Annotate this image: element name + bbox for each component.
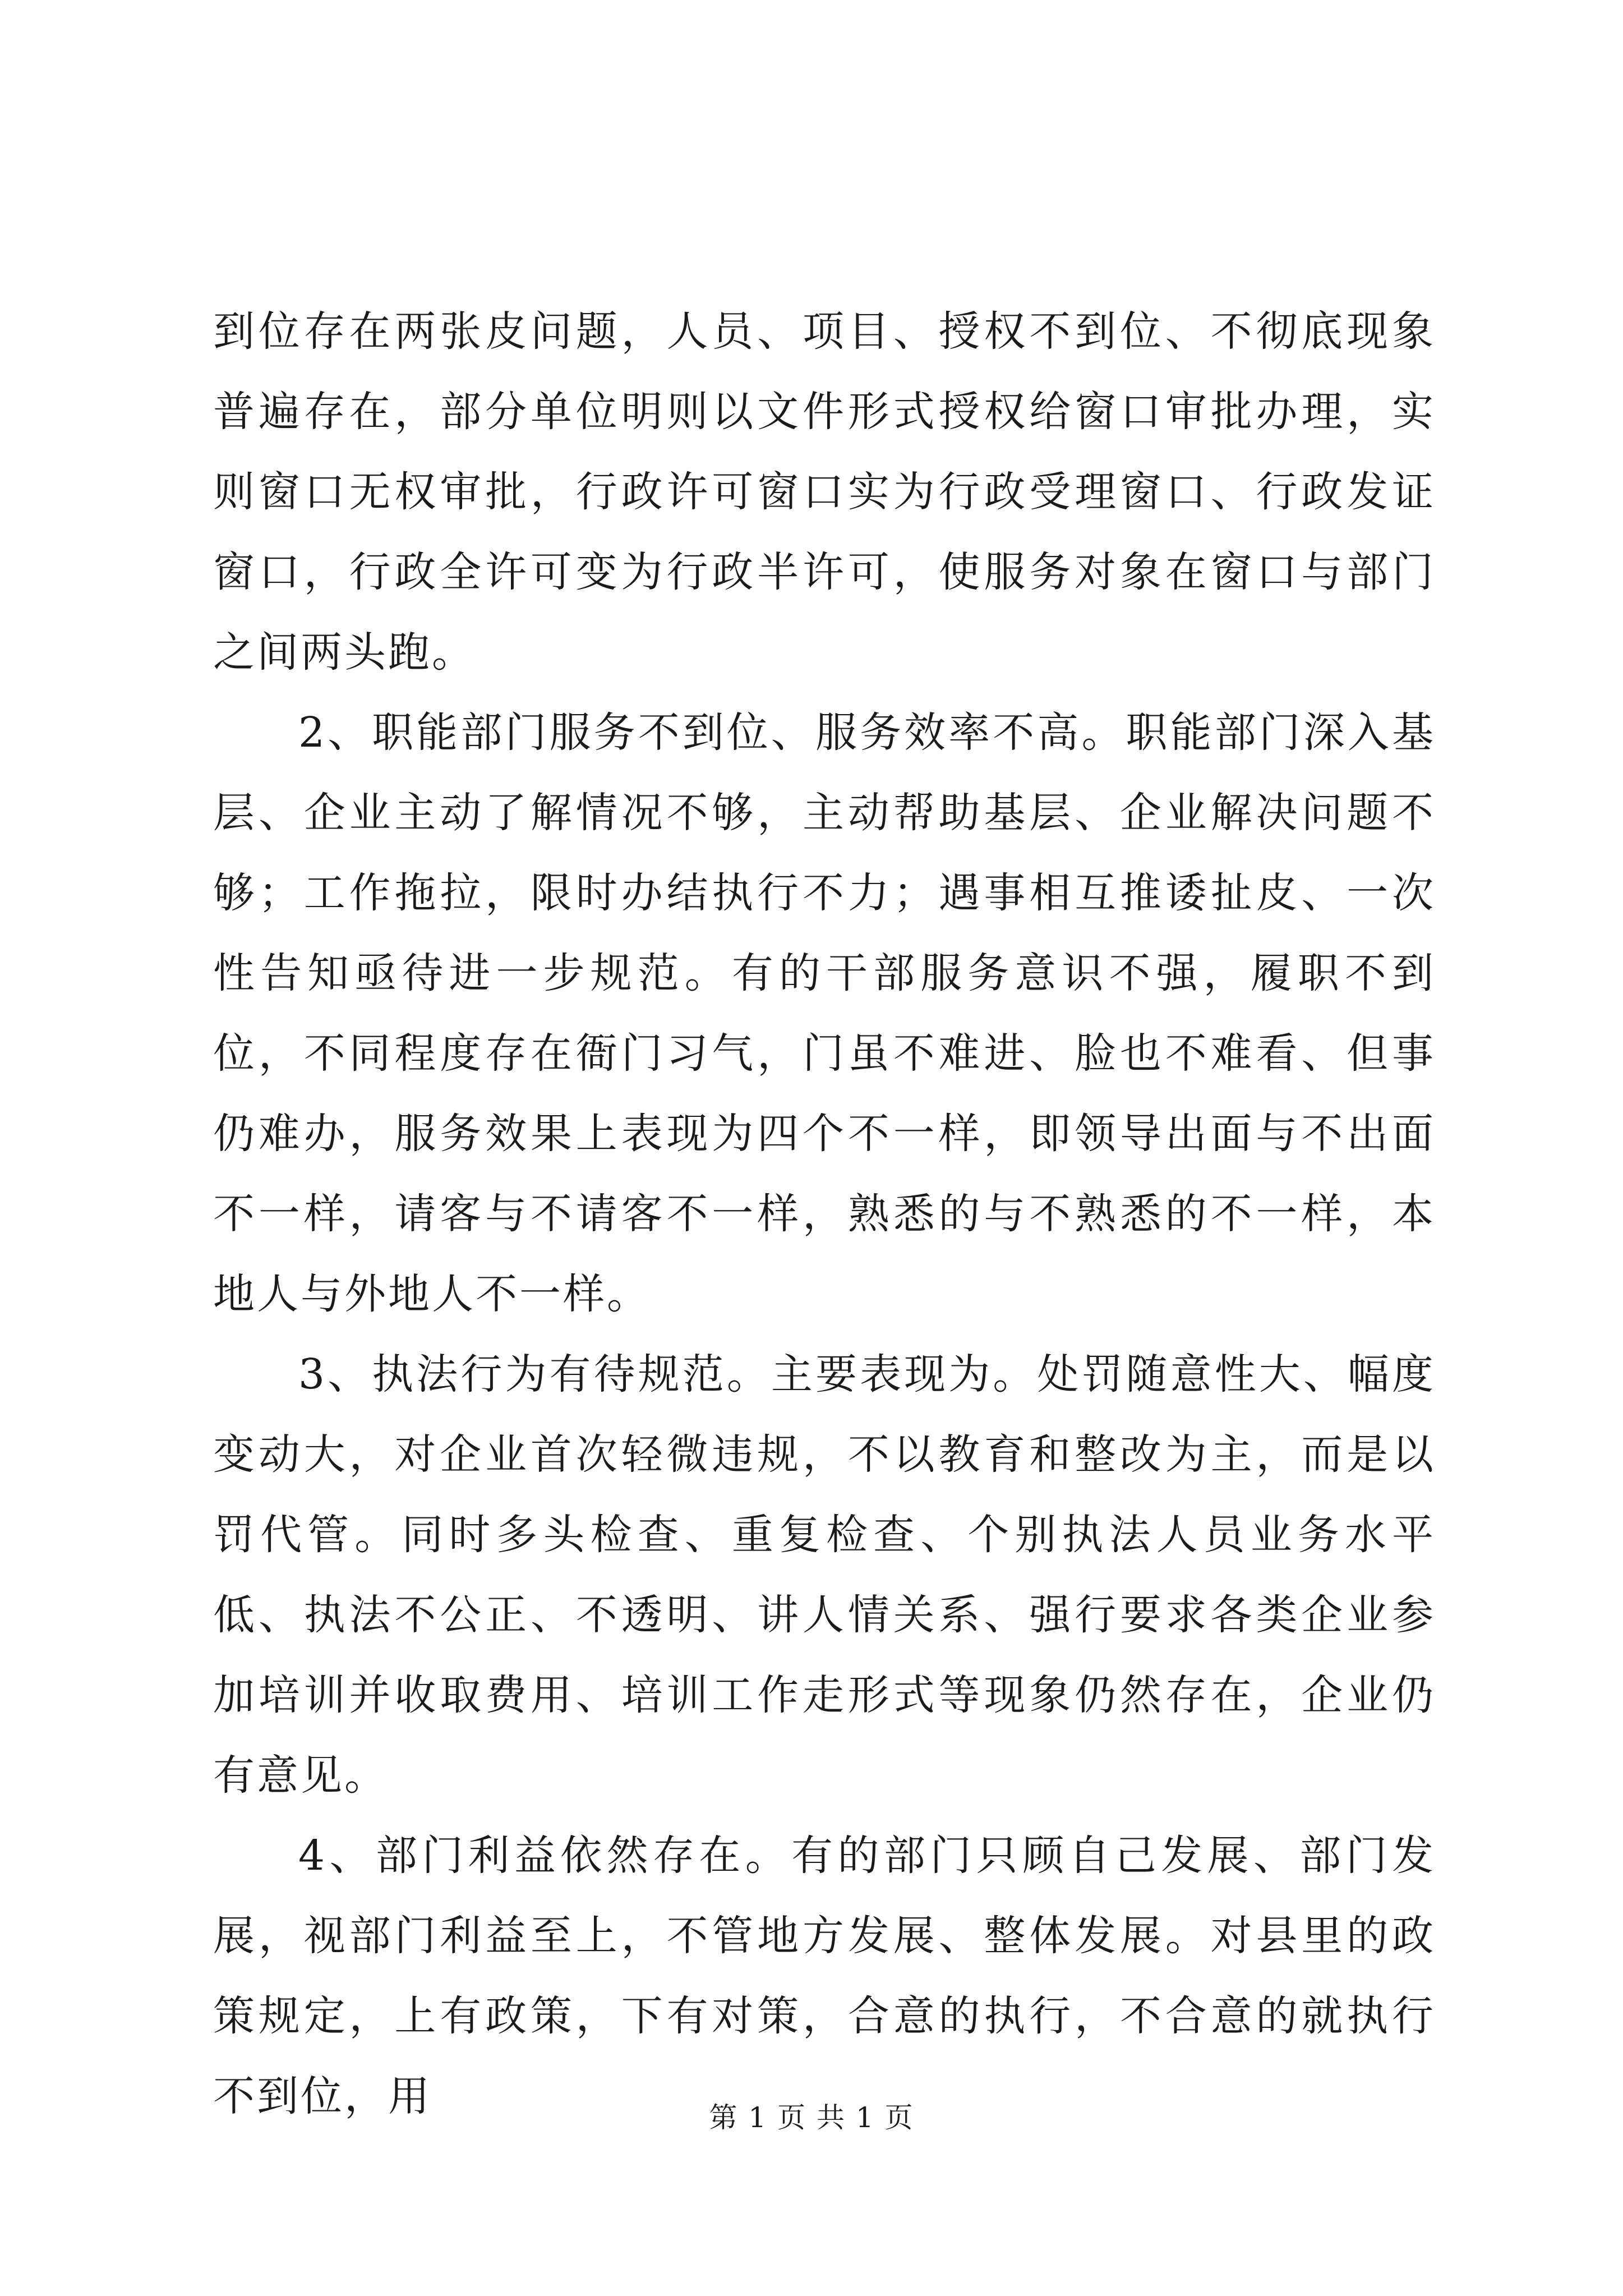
paragraph-item-2: 2、职能部门服务不到位、服务效率不高。职能部门深入基层、企业主动了解情况不够，主动帮助基层、企业解决问题不够；工作拖拉，限时办结执行不力；遇事相互推诿扯皮、一次性告知亟待进一步规范。有的干部服务意识不强，履职不到位，不同程度存在衙门习气，门虽不难进、脸也不难看、但事仍难办，服务效果上表现为四个不一样，即领导出面与不出面不一样，请客与不请客不一样，熟悉的与不熟悉的不一样，本地人与外地人不一样。 [213, 708, 1436, 1318]
paragraph-item-4: 4、部门利益依然存在。有的部门只顾自己发展、部门发展，视部门利益至上，不管地方发展、整体发展。对县里的政策规定，上有政策，下有对策，合意的执行，不合意的就执行不到位，用 [213, 1832, 1436, 2120]
page-footer: 第 1 页 共 1 页 [709, 2101, 914, 2134]
document-body [213, 292, 1436, 2137]
paragraph-item-3: 3、执法行为有待规范。主要表现为。处罚随意性大、幅度变动大，对企业首次轻微违规，不以教育和整改为主，而是以罚代管。同时多头检查、重复检查、个别执法人员业务水平低、执法不公正、不透明、讲人情关系、强行要求各类企业参加培训并收取费用、培训工作走形式等现象仍然存在，企业仍有意见。 [213, 1350, 1436, 1800]
paragraph-continuation: 到位存在两张皮问题，人员、项目、授权不到位、不彻底现象普遍存在，部分单位明则以文件形式授权给窗口审批办理，实则窗口无权审批，行政许可窗口实为行政受理窗口、行政发证窗口，行政全许可变为行政半许可，使服务对象在窗口与部门之间两头跑。 [213, 307, 1436, 677]
